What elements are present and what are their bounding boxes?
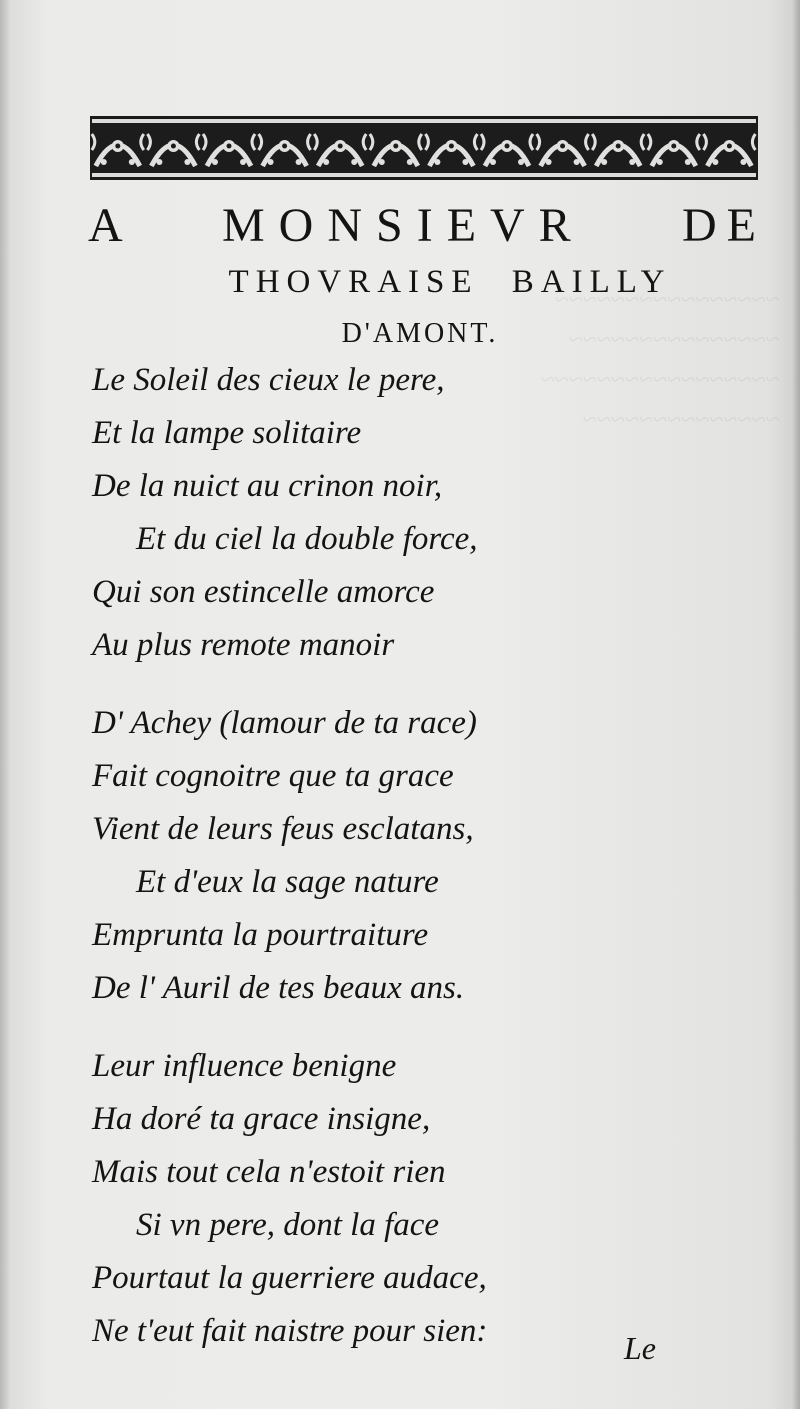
verse-line: Leur influence benigne	[92, 1048, 397, 1084]
poem	[92, 354, 752, 1358]
page-edge-shadow-left	[0, 0, 10, 1409]
catchword: Le	[624, 1330, 656, 1366]
verse-line: Mais tout cela n'estoit rien	[92, 1154, 446, 1190]
verse-line: Et du ciel la double force,	[136, 521, 478, 557]
headpiece-ground	[90, 116, 758, 180]
heading-line-3: D'AMONT.	[341, 318, 499, 349]
verse-line: Emprunta la pourtraiture	[92, 917, 429, 953]
verse-line: De la nuict au crinon noir,	[92, 468, 443, 504]
decorative-headpiece	[90, 116, 758, 180]
verse-line: Fait cognoitre que ta grace	[92, 758, 454, 794]
heading-line-1	[88, 196, 766, 256]
heading-word-monsieur: MONSIEVR	[222, 199, 585, 252]
heading-word-de: DE	[682, 199, 766, 252]
verse-line: D' Achey (lamour de ta race)	[92, 705, 477, 741]
verse-line: Et la lampe solitaire	[92, 415, 362, 451]
verse-line: Et d'eux la sage nature	[136, 864, 439, 900]
stanza	[92, 1040, 752, 1358]
show-through-from-reverse: ~~~~~~~~~~~~~~~~ ~~~~~~~~~~~~~~~ ~~~~~~~~~~~~~~~~~ ~~~~~~~~~~~~~~	[540, 285, 780, 434]
heading-line-2: THOVRAISE BAILLY	[228, 264, 672, 300]
headpiece-band	[90, 116, 758, 180]
stanza	[92, 354, 752, 672]
verse-line: Ne t'eut fait naistre pour sien:	[92, 1313, 488, 1349]
heading-word-a: A	[88, 199, 125, 252]
verse-line: De l' Auril de tes beaux ans.	[92, 970, 465, 1006]
verse-line: Au plus remote manoir	[92, 627, 395, 663]
verse-line: Ha doré ta grace insigne,	[92, 1101, 431, 1137]
verse-line: Pourtaut la guerriere audace,	[92, 1260, 487, 1296]
verse-line: Le Soleil des cieux le pere,	[92, 362, 445, 398]
verse-line: Vient de leurs feus esclatans,	[92, 811, 474, 847]
verse-line: Qui son estincelle amorce	[92, 574, 435, 610]
verse-line: Si vn pere, dont la face	[136, 1207, 440, 1243]
page-edge-shadow-right	[792, 0, 800, 1409]
stanza	[92, 697, 752, 1015]
